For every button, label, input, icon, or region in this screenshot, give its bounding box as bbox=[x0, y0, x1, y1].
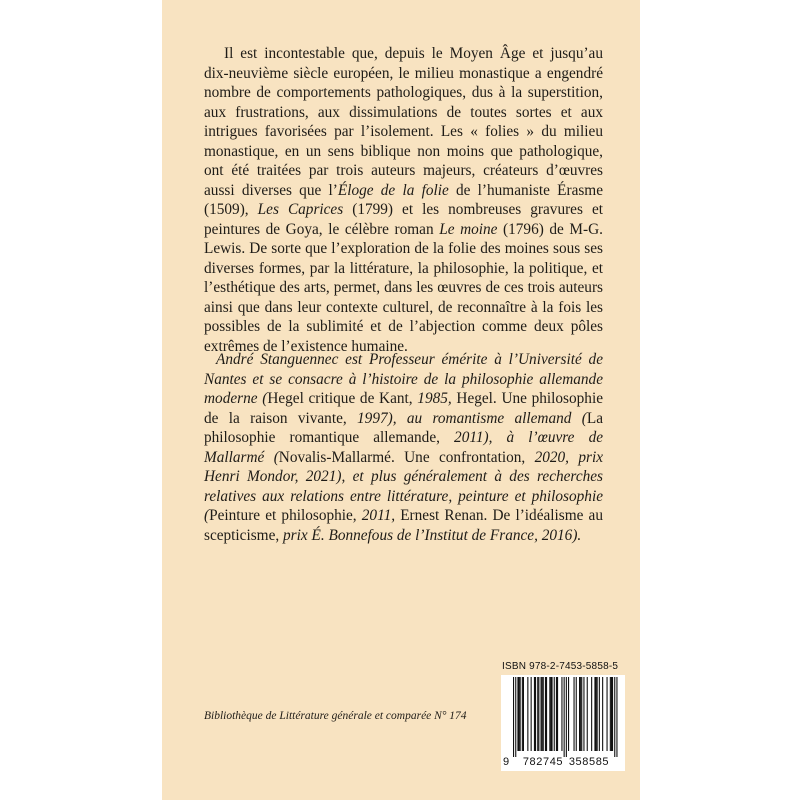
isbn-label: ISBN 978-2-7453-5858-5 bbox=[502, 661, 619, 672]
bio-text: 2011), à l’œuvre de Mallarmé ( bbox=[204, 429, 604, 466]
barcode-bar bbox=[541, 677, 542, 751]
barcode-bar bbox=[523, 677, 524, 751]
barcode-bar bbox=[594, 677, 595, 751]
bio-text: André Stanguennec est Professeur émérite à l’Université de Nantes et se consacre à l’histoire de la philosophie allemande moderne ( bbox=[204, 351, 603, 407]
barcode-bar bbox=[581, 677, 582, 751]
barcode-bar bbox=[550, 677, 551, 751]
barcode-bar bbox=[616, 677, 617, 757]
blurb-paragraph bbox=[204, 44, 603, 356]
barcode-bar bbox=[596, 677, 597, 751]
barcode-digit-group-left: 782745 bbox=[522, 756, 564, 768]
barcode-bar bbox=[587, 677, 588, 751]
author-bio-paragraph bbox=[204, 350, 603, 545]
bio-book-title: Hegel. Une philosophie de la raison vivante, bbox=[204, 390, 603, 427]
bio-book-title: La philosophie romantique allemande, bbox=[204, 409, 603, 446]
barcode-bar bbox=[522, 677, 523, 751]
barcode-bar bbox=[554, 677, 555, 751]
barcode-digit-first: 9 bbox=[503, 756, 510, 768]
barcode-bar bbox=[519, 677, 520, 751]
barcode-bar bbox=[612, 677, 613, 751]
barcode-bar bbox=[580, 677, 581, 751]
barcode-bar bbox=[614, 677, 615, 757]
barcode-bar bbox=[535, 677, 536, 751]
bio-text: 1985, bbox=[412, 390, 457, 407]
bio-book-title: Ernest Renan. De l’idéalisme au scepticisme, bbox=[204, 507, 603, 544]
bio-book-title: Hegel critique de Kant, bbox=[267, 390, 413, 407]
barcode-bar bbox=[568, 677, 569, 751]
barcode-bar bbox=[546, 677, 547, 751]
barcode-bar bbox=[591, 677, 592, 751]
barcode-graphic bbox=[501, 675, 625, 771]
barcode-bar bbox=[520, 677, 521, 751]
bio-text: 2020, prix Henri Mondor, 2021), et plus généralement à des recherches relatives aux relations entre littérature, peinture et philosophie ( bbox=[204, 448, 604, 524]
barcode-bar bbox=[561, 677, 562, 751]
barcode-bar bbox=[515, 677, 516, 757]
barcode-bar bbox=[543, 677, 544, 751]
barcode-bar bbox=[552, 677, 553, 751]
barcode-bar bbox=[549, 677, 550, 751]
barcode-bar bbox=[517, 677, 518, 751]
series-line: Bibliothèque de Littérature générale et comparée N° 174 bbox=[204, 710, 467, 722]
barcode-bar bbox=[576, 677, 577, 751]
blurb-title-italic: Le moine bbox=[439, 220, 498, 238]
barcode-bar bbox=[537, 677, 538, 751]
bio-book-title: Peinture et philosophie, bbox=[209, 507, 357, 524]
blurb-text: Il est incontestable que, depuis le Moyen Âge et jusqu’au dix-neuvième siècle européen, le milieu monastique a engendré nombre de comportements pathologiques, dus à la superstition, aux frustrations, aux dissimulations de toutes sortes et aux intrigues favorisées par l’isolement. Les « folies » du milieu monastique, en un sens biblique non moins que pathologique, ont été traitées par trois auteurs majeurs, créateurs d’œuvres aussi diverses que l’ bbox=[204, 45, 603, 199]
barcode-bar bbox=[602, 677, 603, 751]
barcode-digit-group-right: 358585 bbox=[568, 756, 610, 768]
barcode-bar bbox=[557, 677, 558, 751]
barcode-bar bbox=[538, 677, 539, 751]
barcode-bar bbox=[566, 677, 567, 757]
isbn-barcode bbox=[501, 661, 625, 771]
barcode-bar bbox=[610, 677, 611, 751]
barcode-bar bbox=[574, 677, 575, 751]
back-cover bbox=[162, 0, 640, 800]
barcode-bar bbox=[531, 677, 532, 751]
barcode-bar bbox=[599, 677, 600, 751]
barcode-bar bbox=[611, 677, 612, 751]
barcode-bar bbox=[564, 677, 565, 757]
bio-book-title: Novalis-Mallarmé. Une confrontation, bbox=[278, 448, 526, 466]
barcode-bar bbox=[545, 677, 546, 751]
barcode-bar bbox=[534, 677, 535, 751]
blurb-text: de l’humaniste Érasme (1509), bbox=[204, 181, 603, 218]
blurb-title-italic: Éloge de la folie bbox=[337, 181, 449, 199]
barcode-bar bbox=[597, 677, 598, 751]
barcode-bar bbox=[513, 677, 514, 757]
blurb-text: (1796) de M-G. Lewis. De sorte que l’exploration de la folie des moines sous ses diverses formes, par la littérature, la philosophie, la politique, et l’esthétique des arts, permet, dans les œuvres de ces trois auteurs ainsi que dans leur contexte culturel, de reconnaître à la fois les possibles de la sublimité et de l’abjection comme deux pôles extrêmes de l’existence humaine. bbox=[204, 220, 603, 355]
barcode-bar bbox=[556, 677, 557, 751]
barcode-bar bbox=[583, 677, 584, 751]
blurb-text: (1799) et les nombreuses gravures et peintures de Goya, le célèbre roman bbox=[204, 201, 603, 238]
blurb-title-italic: Les Caprices bbox=[257, 201, 344, 218]
barcode-bar bbox=[542, 677, 543, 751]
barcode-bar bbox=[527, 677, 528, 751]
bio-text: 1997), au romantisme allemand ( bbox=[346, 409, 587, 427]
barcode-bar bbox=[607, 677, 608, 751]
barcode-bar bbox=[579, 677, 580, 751]
bio-text: prix É. Bonnefous de l’Institut de France, 2016). bbox=[279, 526, 582, 544]
bio-text: 2011, bbox=[356, 507, 401, 524]
